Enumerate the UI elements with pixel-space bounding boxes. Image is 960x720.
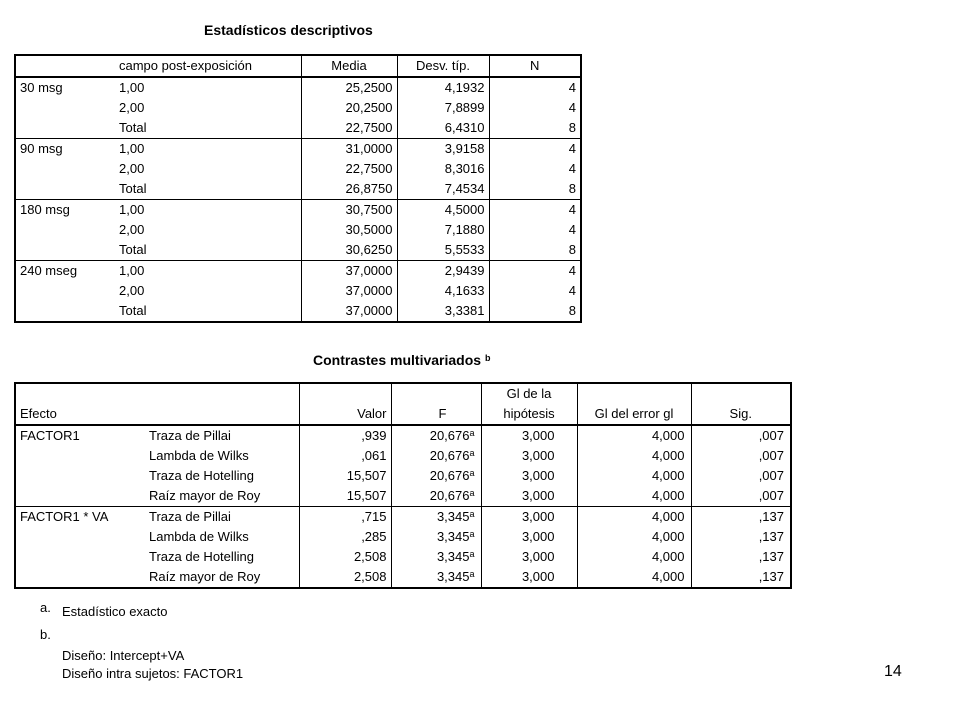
desv-value: 4,1633 <box>397 281 489 301</box>
sig-value: ,007 <box>691 446 791 466</box>
f-value: 20,676 <box>429 428 470 443</box>
f-cell <box>391 527 481 547</box>
footnote-a-marker: a. <box>40 600 51 615</box>
descriptives-header-row <box>15 55 581 77</box>
gl-err-value: 4,000 <box>577 446 691 466</box>
n-value: 8 <box>489 240 581 261</box>
gl-hip-value: 3,000 <box>481 507 577 528</box>
n-value: 4 <box>489 159 581 179</box>
header-f: F <box>391 404 481 425</box>
multivariate-title-sup: b <box>484 353 491 363</box>
n-value: 4 <box>489 261 581 282</box>
valor-value: 2,508 <box>299 567 391 588</box>
footnote-b-marker: b. <box>40 627 51 642</box>
media-value: 37,0000 <box>301 301 397 322</box>
header-valor: Valor <box>299 404 391 425</box>
footnote-b-line2: Diseño intra sujetos: FACTOR1 <box>62 666 244 681</box>
media-value: 22,7500 <box>301 159 397 179</box>
campo-value: 1,00 <box>119 141 145 156</box>
descriptives-row <box>15 118 581 139</box>
multivariate-row <box>15 425 791 446</box>
campo-value: 1,00 <box>119 202 145 217</box>
group-label: 180 msg <box>15 200 115 221</box>
f-value: 3,345 <box>436 569 470 584</box>
valor-value: 2,508 <box>299 547 391 567</box>
gl-hip-value: 3,000 <box>481 547 577 567</box>
campo-value: 2,00 <box>119 283 145 298</box>
media-value: 37,0000 <box>301 261 397 282</box>
media-value: 37,0000 <box>301 281 397 301</box>
multivariate-row <box>15 527 791 547</box>
header-gl-err: Gl del error gl <box>577 404 691 425</box>
multivariate-title <box>313 352 490 368</box>
n-value: 8 <box>489 118 581 139</box>
test-name: Raíz mayor de Roy <box>145 567 299 588</box>
header-desv: Desv. típ. <box>397 55 489 77</box>
f-superscript: a <box>469 509 475 519</box>
media-value: 30,5000 <box>301 220 397 240</box>
group-label: 90 msg <box>15 139 115 160</box>
f-cell <box>391 507 481 528</box>
multivariate-row <box>15 466 791 486</box>
test-name: Traza de Pillai <box>149 428 231 443</box>
group-label: 30 msg <box>15 77 115 98</box>
sig-value: ,137 <box>691 567 791 588</box>
header-gl-hip-2: hipótesis <box>481 404 577 425</box>
media-value: 22,7500 <box>301 118 397 139</box>
desv-value: 8,3016 <box>397 159 489 179</box>
desv-value: 7,4534 <box>397 179 489 200</box>
valor-value: ,061 <box>299 446 391 466</box>
f-superscript: a <box>469 468 475 478</box>
n-value: 8 <box>489 179 581 200</box>
f-cell <box>391 567 481 588</box>
n-value: 4 <box>489 98 581 118</box>
media-value: 26,8750 <box>301 179 397 200</box>
campo-value: Total <box>115 240 301 261</box>
gl-hip-value: 3,000 <box>481 446 577 466</box>
header-n: N <box>489 55 581 77</box>
test-name: Traza de Hotelling <box>149 549 255 564</box>
gl-err-value: 4,000 <box>577 567 691 588</box>
descriptives-row <box>15 220 581 240</box>
multivariate-row <box>15 547 791 567</box>
f-value: 3,345 <box>436 549 470 564</box>
gl-err-value: 4,000 <box>577 486 691 507</box>
multivariate-title-text: Contrastes multivariados <box>313 352 482 368</box>
descriptives-row <box>15 200 581 221</box>
media-value: 20,2500 <box>301 98 397 118</box>
sig-value: ,007 <box>691 466 791 486</box>
valor-value: ,715 <box>299 507 391 528</box>
desv-value: 7,8899 <box>397 98 489 118</box>
descriptives-row <box>15 261 581 282</box>
n-value: 4 <box>489 139 581 160</box>
descriptives-title: Estadísticos descriptivos <box>204 22 373 38</box>
gl-err-value: 4,000 <box>577 527 691 547</box>
f-superscript: a <box>469 569 475 579</box>
f-superscript: a <box>469 488 475 498</box>
multivariate-table <box>14 382 792 589</box>
multivariate-row <box>15 567 791 588</box>
header-gl-hip-1: Gl de la <box>481 383 577 404</box>
gl-err-value: 4,000 <box>577 507 691 528</box>
header-media: Media <box>301 55 397 77</box>
descriptives-row <box>15 179 581 200</box>
descriptives-row <box>15 240 581 261</box>
desv-value: 4,1932 <box>397 77 489 98</box>
desv-value: 5,5533 <box>397 240 489 261</box>
n-value: 4 <box>489 200 581 221</box>
campo-value: 2,00 <box>119 100 145 115</box>
gl-hip-value: 3,000 <box>481 466 577 486</box>
effect-label: FACTOR1 <box>15 425 145 446</box>
page-number: 14 <box>884 663 902 680</box>
test-name: Lambda de Wilks <box>149 529 249 544</box>
f-value: 3,345 <box>436 529 470 544</box>
sig-value: ,007 <box>691 425 791 446</box>
campo-value: Total <box>115 118 301 139</box>
footnote-a-text: Estadístico exacto <box>62 604 168 619</box>
group-label: 240 mseg <box>15 261 115 282</box>
media-value: 31,0000 <box>301 139 397 160</box>
multivariate-header-row-2 <box>15 404 791 425</box>
campo-value: 2,00 <box>119 222 145 237</box>
descriptives-row <box>15 301 581 322</box>
f-superscript: a <box>469 428 475 438</box>
f-value: 3,345 <box>436 509 470 524</box>
campo-value: Total <box>115 301 301 322</box>
test-name: Traza de Hotelling <box>149 468 255 483</box>
campo-value: 1,00 <box>119 263 145 278</box>
f-superscript: a <box>469 549 475 559</box>
descriptives-row <box>15 77 581 98</box>
header-efecto: Efecto <box>15 404 145 425</box>
f-cell <box>391 466 481 486</box>
campo-value: Total <box>115 179 301 200</box>
n-value: 4 <box>489 77 581 98</box>
gl-hip-value: 3,000 <box>481 486 577 507</box>
multivariate-row <box>15 507 791 528</box>
desv-value: 4,5000 <box>397 200 489 221</box>
media-value: 25,2500 <box>301 77 397 98</box>
n-value: 8 <box>489 301 581 322</box>
valor-value: ,939 <box>299 425 391 446</box>
desv-value: 3,3381 <box>397 301 489 322</box>
gl-err-value: 4,000 <box>577 425 691 446</box>
campo-value: 2,00 <box>119 161 145 176</box>
valor-value: 15,507 <box>299 466 391 486</box>
f-superscript: a <box>469 448 475 458</box>
media-value: 30,7500 <box>301 200 397 221</box>
f-superscript: a <box>469 529 475 539</box>
n-value: 4 <box>489 281 581 301</box>
n-value: 4 <box>489 220 581 240</box>
sig-value: ,137 <box>691 507 791 528</box>
test-name: Raíz mayor de Roy <box>145 486 299 507</box>
sig-value: ,007 <box>691 486 791 507</box>
effect-label: FACTOR1 * VA <box>15 507 145 528</box>
valor-value: 15,507 <box>299 486 391 507</box>
f-cell <box>391 446 481 466</box>
sig-value: ,137 <box>691 527 791 547</box>
desv-value: 6,4310 <box>397 118 489 139</box>
gl-err-value: 4,000 <box>577 466 691 486</box>
gl-err-value: 4,000 <box>577 547 691 567</box>
header-sig: Sig. <box>691 404 791 425</box>
descriptives-row <box>15 98 581 118</box>
gl-hip-value: 3,000 <box>481 527 577 547</box>
gl-hip-value: 3,000 <box>481 425 577 446</box>
desv-value: 2,9439 <box>397 261 489 282</box>
sig-value: ,137 <box>691 547 791 567</box>
multivariate-header-row-1 <box>15 383 791 404</box>
descriptives-row <box>15 139 581 160</box>
valor-value: ,285 <box>299 527 391 547</box>
media-value: 30,6250 <box>301 240 397 261</box>
multivariate-row <box>15 486 791 507</box>
desv-value: 7,1880 <box>397 220 489 240</box>
header-campo: campo post-exposición <box>115 55 301 77</box>
f-value: 20,676 <box>429 488 470 503</box>
footnote-b-line1: Diseño: Intercept+VA <box>62 648 185 663</box>
f-cell <box>391 425 481 446</box>
test-name: Lambda de Wilks <box>149 448 249 463</box>
descriptives-row <box>15 159 581 179</box>
descriptives-table <box>14 54 582 323</box>
f-value: 20,676 <box>429 468 470 483</box>
f-cell <box>391 547 481 567</box>
f-cell <box>391 486 481 507</box>
desv-value: 3,9158 <box>397 139 489 160</box>
multivariate-row <box>15 446 791 466</box>
f-value: 20,676 <box>429 448 470 463</box>
campo-value: 1,00 <box>119 80 145 95</box>
test-name: Traza de Pillai <box>149 509 231 524</box>
descriptives-row <box>15 281 581 301</box>
gl-hip-value: 3,000 <box>481 567 577 588</box>
